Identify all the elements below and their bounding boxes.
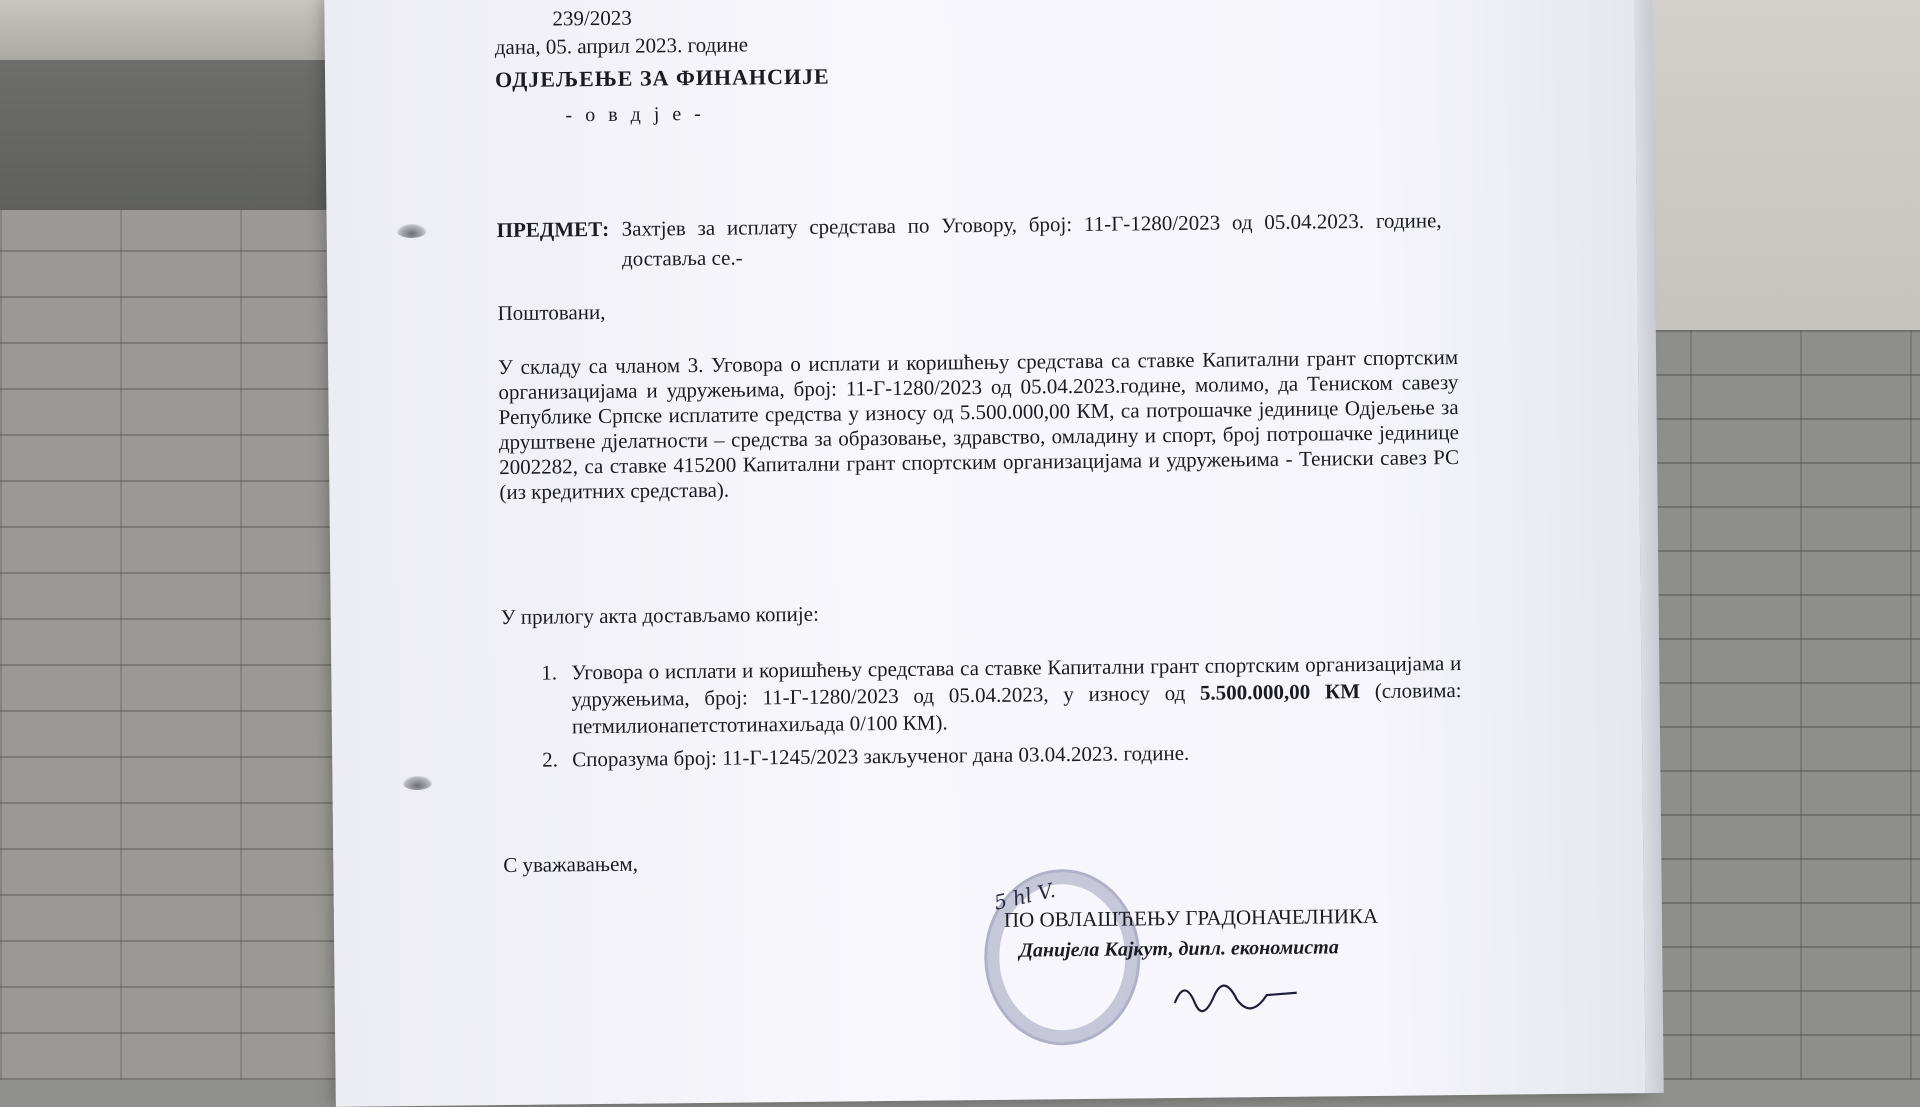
subject-label: ПРЕДМЕТ:	[496, 216, 610, 243]
list-number: 2.	[542, 747, 559, 772]
closing-phrase: С уважавањем,	[503, 851, 639, 878]
reference-block	[494, 2, 748, 61]
signature-stroke	[1175, 985, 1297, 1011]
curb	[0, 0, 340, 62]
attachment-text: Уговора о исплати и коришћењу средстава са ставке Капитални грант спортским организацијама и удружењима, број: 11-Г-1280/2023 од 05.04.2023, у износу од	[571, 651, 1462, 712]
asphalt-area	[0, 60, 340, 210]
recipient-department: ОДЈЕЉЕЊЕ ЗА ФИНАНСИЈЕ	[494, 63, 830, 93]
list-number: 1.	[541, 660, 558, 685]
attachment-amount-words: (словима: петмилионапетстотинахиљада 0/100 КМ).	[571, 678, 1462, 739]
greeting: Поштовани,	[497, 299, 606, 326]
paving-left	[0, 210, 340, 1080]
document-page	[324, 0, 1646, 1107]
date-line: дана, 05. април 2023. године	[494, 32, 749, 60]
subject-line	[497, 205, 1458, 275]
handwritten-signature	[983, 866, 1365, 1060]
signatory-title: ПО ОВЛАШЋЕЊУ ГРАДОНАЧЕЛНИКА	[1003, 903, 1379, 932]
attachment-text: Споразума број: 11-Г-1245/2023 закљученог дана 03.04.2023. године.	[572, 740, 1190, 772]
punch-hole	[402, 776, 432, 790]
handwritten-note: 5 hl V.	[991, 877, 1058, 915]
attachments-intro: У прилогу акта достављамо копије:	[500, 601, 819, 630]
attachment-amount: 5.500.000,00 КМ	[1199, 679, 1361, 705]
subject-text: Захтјев за исплату средстава по Уговору, број: 11-Г-1280/2023 од 05.04.2023. године, доставља се.-	[621, 208, 1442, 271]
reference-number: 239/2023	[552, 5, 632, 31]
attachments-list	[541, 650, 1462, 780]
list-item	[541, 650, 1462, 741]
punch-hole	[397, 224, 427, 238]
recipient-location: - о в д ј е -	[565, 102, 705, 127]
signatory-name: Данијела Кајкут, дипл. економиста	[1019, 936, 1339, 962]
list-item	[542, 737, 1462, 774]
body-paragraph: У складу са чланом 3. Уговора о исплати и коришћењу средстава са ставке Капитални грант спортским организацијама и удружењима, број: 11-Г-1280/2023 од 05.04.2023.године, молимо, да Тениском савезу Републике Српске исплатите средства у износу од 5.500.000,00 КМ, са потрошачке јединице Одјељење за друштвене дјелатности – средства за образовање, здравство, омладину и спорт, број потрошачке јединице 2002282, са ставке 415200 Капитални грант спортским организацијама и удружењима - Тениски савез РС (из кредитних средстава).	[497, 345, 1460, 505]
